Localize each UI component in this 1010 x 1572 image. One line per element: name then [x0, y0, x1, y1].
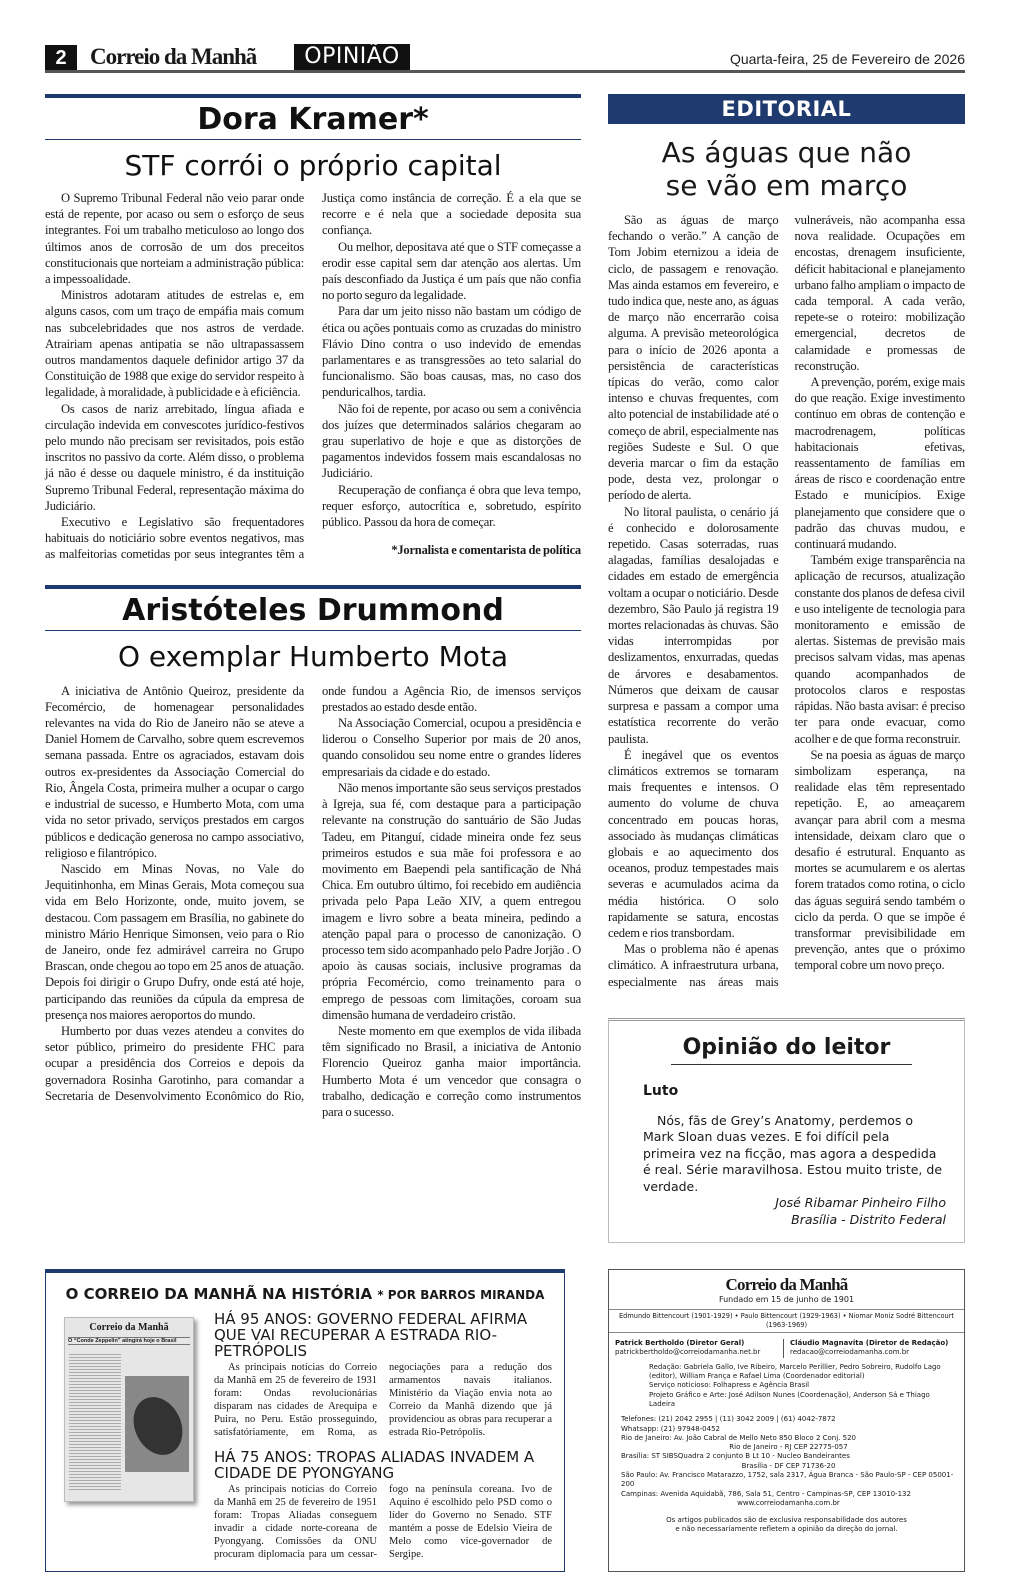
paragraph: Nascido em Minas Novas, no Vale do Jequitinhonha, em Minas Gerais, Mota começou sua vida em Belo Horizonte, onde, muito jovem, se destacou. Com passagem em Brasília, no gabinete do ministro Mário Henrique Simonsen, veio para o Rio de Janeiro, onde fez admirável carreira no Grupo Brascan, onde chegou ao topo em 25 anos de atuação. Depois foi dirigir o Grupo Dufry, onde está até hoje, participando das reuniões da cúpula da empresa de presença nos maiores aeroportos do mundo. [45, 861, 304, 1022]
editorial-body [608, 212, 965, 990]
author-divider [45, 630, 581, 631]
paragraph: Executivo e Legislativo são frequentadores habituais do noticiário sobre eventos negativos, mas as malfeitorias cometidas por seus integrantes têm a Justiça como instância de correção. É a ela que se recorre e é nela que a sociedade deposita sua confiança. [45, 191, 581, 562]
headline-line: se vão em março [665, 169, 908, 202]
history-item-text [214, 1361, 552, 1439]
article-top-rule [45, 94, 581, 98]
editorial-banner: EDITORIAL [608, 94, 965, 124]
staff-line: Serviço noticioso: Folhapress e Agência Brasil [649, 1381, 810, 1390]
article-body [45, 683, 581, 1120]
paragraph: É inegável que os eventos climáticos extremos se tornaram mais frequentes e intensos. O aumento do volume de chuva concentrado em poucas horas, associado às mudanças climáticas globais e ao aquecimento dos oceanos, produz tempestades mais severas e acumulados acima da média histórica. O solo rapidamente se satura, encostas cedem e rios transbordam. [608, 747, 779, 940]
history-byline: * POR BARROS MIRANDA [377, 1288, 545, 1303]
zeppelin-photo [125, 1376, 189, 1472]
history-content [64, 1311, 552, 1561]
history-box [45, 1269, 565, 1572]
history-title [58, 1285, 552, 1303]
paragraph: Neste momento em que exemplos de vida ilibada têm significado no Brasil, a iniciativa de Antonio Florencio Queiroz ganha maior importância. Humberto Mota é um vencedor que consagra o trabalho, dedicação e correção como instrumentos para o sucesso. [322, 1023, 581, 1119]
paragraph: São as águas de março fechando o verão.” A canção de Tom Jobim eternizou a ideia de ciclo, de passagem e renovação. Mas ainda estamos em fevereiro, e tudo indica que, neste ano, as águas de março não encerrarão coisa alguma. A previsão meteorológica para o início de 2026 aponta a persistência de características típicas do verão, como calor intenso e chuvas frequentes, com alto potencial de instabilidade até o começo de abril, especialmente nas regiões Sudeste e Sul. O que deveria marcar o fim da estação pode, desta vez, prolongar o período de alerta. [608, 213, 779, 503]
director-name: Patrick Bertholdo (Diretor Geral) [615, 1339, 745, 1348]
paragraph: Recuperação de confiança é obra que leva tempo, requer esforço, autocrítica e, sobretudo, espírito público. Passou da hora de começar. [322, 482, 581, 530]
contact-line: Rio de Janeiro: Av. João Cabral de Mello Neto 850 Bloco 2 Conj. 520 [621, 1433, 856, 1442]
page-content [45, 94, 965, 1572]
clipping-text [69, 1352, 121, 1492]
paragraph: No litoral paulista, o cenário já é conhecido e dolorosamente repetido. Casas soterradas, ruas alagadas, famílias desalojadas e cidades em estado de emergência voltam a ocupar o noticiário. Desde dezembro, São Paulo já registra 19 mortes relacionadas às chuvas. São vidas interrompidas por deslizamentos, enxurradas, quedas de árvores e desabamentos. Números que deixam de causar surpresa e passam a compor uma estatística recorrente do verão paulista. [608, 504, 779, 746]
bottom-row [45, 1269, 965, 1572]
paragraph: Para dar um jeito nisso não bastam um código de ética ou ações pontuais como as cruzadas do ministro Flávio Dino contra o uso indevido de emendas parlamentares e as transgressões ao teto salarial do funcionalismo. São boas causas, mas, no caso dos penduricalhos, tardia. [322, 304, 581, 400]
paragraph: Ou melhor, depositava até que o STF começasse a erodir esse capital sem dar atenção aos alertas. Um país desconfiado da Justiça é um país que não confia no porto seguro da legalidade. [322, 239, 581, 303]
clipping-headline: O “Conde Zeppelin” atingirá hoje o Brasil [68, 1337, 190, 1345]
paragraph: Também exige transparência na aplicação de recursos, atualização constante dos planos de defesa civil e uso inteligente de tecnologia para monitoramento e emissão de alertas. Sistemas de previsão mais precisos salvam vidas, mas apenas quando acompanhados de protocolos claros e respostas rápidas. Não basta avisar: é preciso ter para onde evacuar, como acolher e de que forma reconstruir. [794, 553, 965, 746]
paragraph: A iniciativa de Antônio Queiroz, presidente da Fecomércio, de homenagear personalidades relevantes na vida do Rio de Janeiro não se ateve a Daniel Homem de Carvalho, sobre quem escrevemos semana passada. Entre os agraciados, estavam dois outros ex-presidentes da Associação Comercial do Rio, Ângela Costa, primeira mulher a ocupar o cargo e industrial de sucesso, e Humberto Mota, com uma vida no setor privado, serviços prestados em cargos públicos e dedicação generosa no campo associativo, religioso e filantrópico. [45, 683, 304, 860]
article-body [45, 190, 581, 563]
contact-details [609, 1415, 964, 1508]
article-dora-kramer [45, 94, 581, 563]
headline-line: As águas que não [661, 136, 912, 169]
masthead-logo: Correio da Manhã [90, 44, 257, 69]
paragraph: As principais notícias do Correio da Manhã em 25 de fevereiro de 1931 foram: Ondas revolucionárias disparam nas cidades de Arequipa e Puira, no Peru. Estão prosseguindo, satisfatóriamente, em Roma, as negociações para a redução dos armamentos navais italianos. Ministério da Viação envia nota ao Correio da Manhã dizendo que já providenciou as obras para recuperar a estrada Rio-Petrópolis. [214, 1362, 552, 1439]
issue-date: Quarta-feira, 25 de Fevereiro de 2026 [729, 51, 965, 67]
title-underline [671, 1064, 912, 1065]
article-author: Aristóteles Drummond [122, 592, 504, 628]
history-item-heading: HÁ 75 ANOS: TROPAS ALIADAS INVADEM A CIDADE DE PYONGYANG [214, 1448, 535, 1483]
paragraph: Não menos importante são seus serviços prestados à Igreja, sua fé, com destaque para a participação relevante na construção do santuário de São Judas Tadeu, em Pitanguí, cidade mineira onde fez seus primeiros estudos e sua mãe foi professora e ao movimento em Baependi pela santificação de Nhá Chica. Em outubro último, foi recebido em audiência privada pelo Papa Leão XIV, a quem entregou imagem e livro sobre a beata mineira, pedindo a atenção papal para o processo de canonização. O processo tem sido acompanhado pelo Padre Jorjão . O apoio às causas sociais, inclusive programas da própria Fecomércio, como treinamento para o emprego de pessoas com limitações, coroam sua dimensão humana de verdadeiro cristão. [322, 780, 581, 1022]
contact-line: Campinas: Avenida Aquidabã, 786, Sala 51, Centro - Campinas-SP, CEP 13010-132 [621, 1489, 911, 1498]
paragraph: Na Associação Comercial, ocupou a presidência e liderou o Conselho Superior por mais de 20 anos, quando consolidou seu nome entre o grandes líderes empresariais da cidade e do estado. [322, 716, 581, 779]
founders-line: Edmundo Bittencourt (1901-1929) • Paulo Bittencourt (1929-1963) • Niomar Moniz Sodré Bittencourt (1963-1969) [609, 1309, 964, 1334]
contact-line: Whatsapp: (21) 97948-0452 [621, 1424, 721, 1433]
main-columns [45, 94, 965, 1243]
letter-location: Brasília - Distrito Federal [791, 1211, 946, 1227]
history-heading: O CORREIO DA MANHÃ NA HISTÓRIA [65, 1285, 373, 1304]
article-headline: O exemplar Humberto Mota [117, 639, 509, 673]
history-item-text [214, 1483, 552, 1561]
contact-line: Rio de Janeiro - RJ CEP 22775-057 [729, 1443, 848, 1452]
archive-newspaper-image [64, 1317, 194, 1502]
founded-date: Fundado em 15 de junho de 1901 [718, 1295, 855, 1305]
article-author: Dora Kramer* [197, 102, 429, 137]
right-column [608, 94, 965, 1243]
left-column [45, 94, 581, 1120]
page-number: 2 [45, 45, 77, 71]
paragraph: A prevenção, porém, exige mais do que reação. Exige investimento contínuo em obras de contenção e macrodrenagem, políticas habitacionais efetivas, reassentamento de famílias em áreas de risco e coordenação entre Estado e municípios. Exige planejamento que considere que o padrão das chuvas mudou, e continuará mudando. [794, 375, 965, 552]
article-aristoteles-drummond [45, 585, 581, 1120]
contact-line: Telefones: (21) 2042 2955 | (11) 3042 2009 | (61) 4042-7872 [621, 1415, 836, 1424]
contact-line: Brasília: ST SIBSQuadra 2 conjunto B Lt 10 - Nucleo Bandeirantes [621, 1452, 850, 1461]
staff-line: Projeto Gráfico e Arte: José Adilson Nunes (Coordenação), Anderson Sá e Thiago Ladeira [649, 1390, 930, 1408]
header-divider [45, 70, 965, 73]
reader-opinion-title: Opinião do leitor [682, 1034, 891, 1060]
paragraph: Mas o problema não é apenas climático. A infraestrutura urbana, especialmente nas áreas mais vulneráveis, não acompanha essa nova realidade. Ocupações em encostas, drenagem insuficiente, déficit habitacional e planejamento urbano falho ampliam o impacto de cada temporal. A cada verão, repete-se o roteiro: mobilização emergencial, decretos de calamidade e promessas de reconstrução. [608, 213, 965, 989]
directors [609, 1337, 964, 1360]
paragraph: Os casos de nariz arrebitado, língua afiada e circulação indevida em convescotes jurídico-festivos pelo mundo não precisam ser revisitados, pois estão inscritos no passivo da corte. Além disso, o problema já não é desse ou daquele ministro, é da instituição Supremo Tribunal Federal, representação máxima do Judiciário. [45, 401, 304, 513]
disclaimer: Os artigos publicados são de exclusiva responsabilidade dos autores [666, 1516, 907, 1525]
author-divider [45, 139, 581, 140]
editorial [608, 94, 965, 990]
director-name: Cláudio Magnavita (Diretor de Redação) [790, 1339, 949, 1348]
disclaimer: e não necessariamente refletem a opinião da direção do jornal. [675, 1525, 898, 1534]
article-headline: STF corrói o próprio capital [124, 149, 502, 182]
contact-line: São Paulo: Av. Francisco Matarazzo, 1752, sala 2317, Água Branca - São Paulo-SP - CEP 05001-200 [621, 1471, 954, 1489]
letter-subject: Luto [643, 1082, 679, 1099]
section-label: OPINIÃO [294, 44, 410, 70]
masthead-staff-box [608, 1269, 965, 1572]
website-link[interactable]: www.correiodamanha.com.br [737, 1498, 840, 1507]
clipping-masthead: Correio da Manhã [89, 1322, 169, 1334]
paragraph: As principais notícias do Correio da Manhã em 25 de fevereiro de 1951 foram: Tropas Aliadas conseguem invadir a cidade norte-coreana de Pyongyang. Comissões da ONU procuram diplomacia para um cessar-fogo na península coreana. Ivo de Aquino é escolhido pelo PSD como o líder do Governo no Senado. STF mantém a posse de Edelsio Vieira de Melo como vice-governador de Sergipe. [214, 1484, 552, 1561]
author-footnote: *Jornalista e comentarista de política [391, 543, 581, 558]
paragraph: Se na poesia as águas de março simbolizam esperança, na realidade elas têm representado repetição. E, ao ameaçarem avançar para abril com a mesma intensidade, deixam claro que o desafio é estrutural. Enquanto as mortes se acumularem e os alertas forem tratados como rotina, o ciclo das águas seguirá sendo também o ciclo da perda. O que se impõe é transformar previsibilidade em prevenção, antes que o próximo temporal cobre um novo preço. [794, 747, 965, 973]
letter-author: José Ribamar Pinheiro Filho [775, 1195, 946, 1211]
director-email[interactable]: patrickbertholdo@correiodamanha.net.br [615, 1348, 761, 1357]
letter-text: Nós, fãs de Grey’s Anatomy, perdemos o Mark Sloan duas vezes. E foi difícil pela primeira vez na ficção, mas agora a despedida é real. Série maravilhosa. Estou muito triste, de verdade. [643, 1112, 943, 1194]
reader-opinion-box [608, 1018, 965, 1244]
paragraph: Não foi de repente, por acaso ou sem a conivência dos juízes que determinados salários chegaram ao grau superlativo de hoje e que as distorções de pagamentos indevidos fossem mais escandalosas no Judiciário. [322, 401, 581, 481]
history-item-heading: HÁ 95 ANOS: GOVERNO FEDERAL AFIRMA QUE VAI RECUPERAR A ESTRADA RIO-PETRÓPOLIS [214, 1310, 528, 1361]
staff-line: Redação: Gabriela Gallo, Ive Ribeiro, Marcelo Perillier, Pedro Sobreiro, Rudolfo Lago (editor), William França e Rafael Lima (Coordenador editorial) [649, 1362, 941, 1381]
paragraph: Humberto por duas vezes atendeu a convites do setor público, primeiro do presidente FHC para ocupar a presidência dos Correios e depois da governadora Rosinha Garotinho, para comandar a Secretaria de Desenvolvimento Econômico do Rio, onde fundou a Agência Rio, de imensos serviços prestados ao estado desde então. [45, 683, 581, 1103]
history-items [214, 1311, 552, 1561]
contact-line: Brasília - DF CEP 71736-20 [741, 1461, 836, 1470]
staff-details [609, 1363, 964, 1409]
paragraph: Ministros adotaram atitudes de estrelas e, em alguns casos, com um traço de empáfia mais comum nas subcelebridades que nos astros de verdade. Atrairiam apenas antipatia se não ultrapassassem outros mandamentos daquele definidor artigo 37 da Constituição de 1988 que exige do servidor respeito à legalidade, à moralidade, à publicidade e à eficiência. [45, 288, 304, 400]
paragraph: O Supremo Tribunal Federal não veio parar onde está de repente, por acaso ou sem o esforço de seus integrantes. Foi um trabalho meticuloso ao longo dos últimos anos de corrosão de um dos preceitos constitucionais que norteiam a administração pública: a impessoalidade. [45, 191, 304, 287]
staff-box-logo: Correio da Manhã [725, 1275, 848, 1295]
editorial-headline [608, 136, 965, 202]
director-email[interactable]: redacao@correiodamanha.com.br [790, 1348, 910, 1357]
article-top-rule [45, 585, 581, 589]
